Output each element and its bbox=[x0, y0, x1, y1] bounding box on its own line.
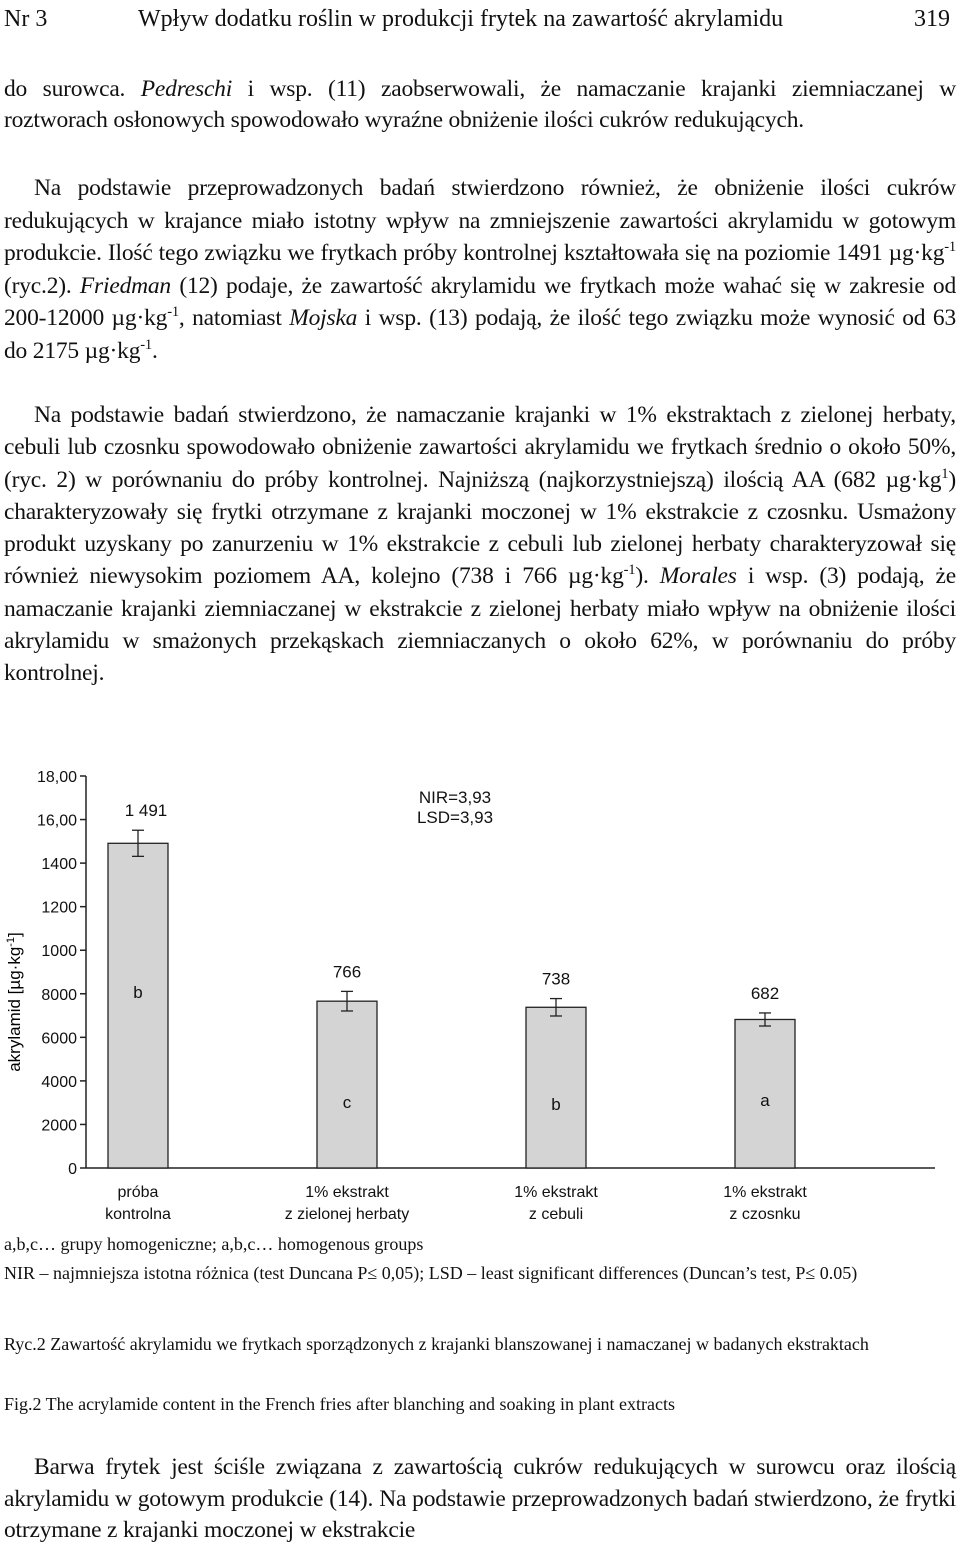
y-tick-label: 1200 bbox=[41, 899, 77, 917]
text: do surowca. bbox=[4, 76, 141, 102]
figure-caption-en: Fig.2 The acrylamide content in the French fries after blanching and soaking in plant extracts bbox=[4, 1394, 675, 1414]
text: i wsp. (3) podają, że namaczanie krajanki ziemniaczanej w ekstrakcie z zielonej herbaty miało wpływ na obniżenie ilości akrylamidu w smażonych przekąskach ziemniaczanych o około 62%, w porównaniu do próby kontrolnej. bbox=[4, 563, 956, 687]
y-tick-label: 18,00 bbox=[36, 769, 77, 786]
author-name: Friedman bbox=[79, 272, 171, 299]
value-label: 766 bbox=[332, 962, 362, 982]
group-letter: b bbox=[551, 1095, 561, 1114]
group-letter: a bbox=[760, 1091, 770, 1110]
author-name: Mojska bbox=[289, 305, 358, 331]
y-tick-label: 1000 bbox=[41, 943, 77, 961]
value-label: 738 bbox=[541, 969, 571, 989]
x-category-label: kontrolna bbox=[105, 1206, 171, 1223]
x-category-label: 1% ekstrakt bbox=[514, 1184, 598, 1201]
text: ) charakteryzowały się frytki otrzymane z krajanki moczonej w 1% ekstrakcie z czosnku. Usmażony produkt uzyskany po zanurzeniu w 1% ekstrakcie z cebuli lub zielonej herbaty charakteryzował się również niewysokim poziomem AA, kolejno (738 i 766 µg·kg bbox=[4, 466, 956, 590]
lsd-annotation: NIR=3,93 bbox=[418, 788, 492, 807]
y-tick-label: 8000 bbox=[41, 986, 77, 1004]
text: i wsp. (11) zaobserwowali, że namaczanie krajanki ziemniaczanej w roztworach osłonowych spowodowało wyraźne obniżenie ilości cukrów redukujących. bbox=[4, 76, 956, 133]
page-number: 319 bbox=[914, 5, 950, 32]
superscript: -1 bbox=[623, 562, 636, 579]
paragraph-2 bbox=[4, 172, 956, 367]
y-tick-label: 0 bbox=[68, 1161, 77, 1178]
y-tick-label: 4000 bbox=[41, 1073, 77, 1091]
x-category-label: z zielonej herbaty bbox=[284, 1206, 410, 1223]
group-letter: c bbox=[342, 1093, 352, 1112]
bar bbox=[108, 843, 168, 1168]
text: (ryc.2). bbox=[4, 272, 80, 299]
y-tick-label: 1400 bbox=[41, 856, 77, 874]
value-label: 682 bbox=[750, 983, 780, 1003]
paragraph-3 bbox=[4, 399, 956, 690]
bar bbox=[317, 1001, 377, 1168]
legend-groups-note: a,b,c… grupy homogeniczne; a,b,c… homogenous groups bbox=[4, 1234, 424, 1254]
superscript: -1 bbox=[140, 336, 153, 353]
y-tick-label: 16,00 bbox=[36, 812, 77, 830]
text: (12) podaje, że zawartość akrylamidu we frytkach może wahać się w zakresie od 200-12000 µg·kg bbox=[4, 272, 956, 331]
y-tick-label: 6000 bbox=[41, 1030, 77, 1048]
superscript: 1 bbox=[941, 465, 949, 482]
superscript: -1 bbox=[167, 304, 179, 321]
text: i wsp. (13) podają, że ilość tego związku może wynosić od 63 do 2175 µg·kg bbox=[4, 305, 956, 364]
paragraph-1 bbox=[4, 74, 956, 136]
text: Na podstawie przeprowadzonych badań stwierdzono również, że obniżenie ilości cukrów redukujących w krajance miało istotny wpływ na zmniejszenie zawartości akrylamidu w gotowym produkcie. Ilość tego związku we frytkach próby kontrolnej kształtowała się na poziomie 1491 µg·kg bbox=[4, 175, 956, 266]
text: Na podstawie badań stwierdzono, że namaczanie krajanki w 1% ekstraktach z zielonej herbaty, cebuli lub czosnku spowodowało obniżenie zawartości akrylamidu we frytkach średnio o około 50%, (ryc. 2) w porównaniu do próby kontrolnej. Najniższą (najkorzystniejszą) ilością AA (682 µg·kg bbox=[4, 402, 956, 493]
x-category-label: z cebuli bbox=[528, 1206, 584, 1223]
text: , natomiast bbox=[178, 305, 290, 331]
author-name: Pedreschi bbox=[140, 76, 233, 102]
y-tick-label: 2000 bbox=[41, 1117, 77, 1135]
text: ). bbox=[635, 563, 660, 590]
acrylamide-bar-chart bbox=[0, 760, 960, 1230]
text: . bbox=[152, 337, 158, 364]
x-category-label: 1% ekstrakt bbox=[723, 1184, 807, 1201]
x-category-label: 1% ekstrakt bbox=[305, 1184, 389, 1201]
x-category-label: próba bbox=[117, 1184, 159, 1201]
issue-number: Nr 3 bbox=[4, 5, 48, 32]
legend-nir-note: NIR – najmniejsza istotna różnica (test Duncana P≤ 0,05); LSD – least significant differences (Duncan’s test, P≤ 0.05) bbox=[4, 1263, 858, 1283]
page-header bbox=[4, 2, 956, 36]
x-category-label: z czosnku bbox=[729, 1206, 801, 1223]
superscript: -1 bbox=[944, 239, 956, 256]
y-axis-label: akrylamid $[\mu g\cdot kg^{-1}]$ bbox=[5, 932, 24, 1072]
lsd-annotation: LSD=3,93 bbox=[416, 808, 494, 827]
running-title: Wpływ dodatku roślin w produkcji frytek na zawartość akrylamidu bbox=[138, 5, 784, 32]
group-letter: b bbox=[133, 983, 143, 1002]
author-name: Morales bbox=[659, 563, 737, 590]
paragraph-4: Barwa frytek jest ściśle związana z zawartością cukrów redukujących w surowcu oraz ilością akrylamidu w gotowym produkcie (14). Na podstawie przeprowadzonych badań stwierdzono, że frytki otrzymane z krajanki moczonej w ekstrakcie bbox=[4, 1454, 956, 1543]
bar bbox=[526, 1007, 586, 1168]
value-label: 1 491 bbox=[124, 801, 168, 821]
figure-caption-pl: Ryc.2 Zawartość akrylamidu we frytkach sporządzonych z krajanki blanszowanej i namaczanej w badanych ekstraktach bbox=[4, 1334, 869, 1354]
